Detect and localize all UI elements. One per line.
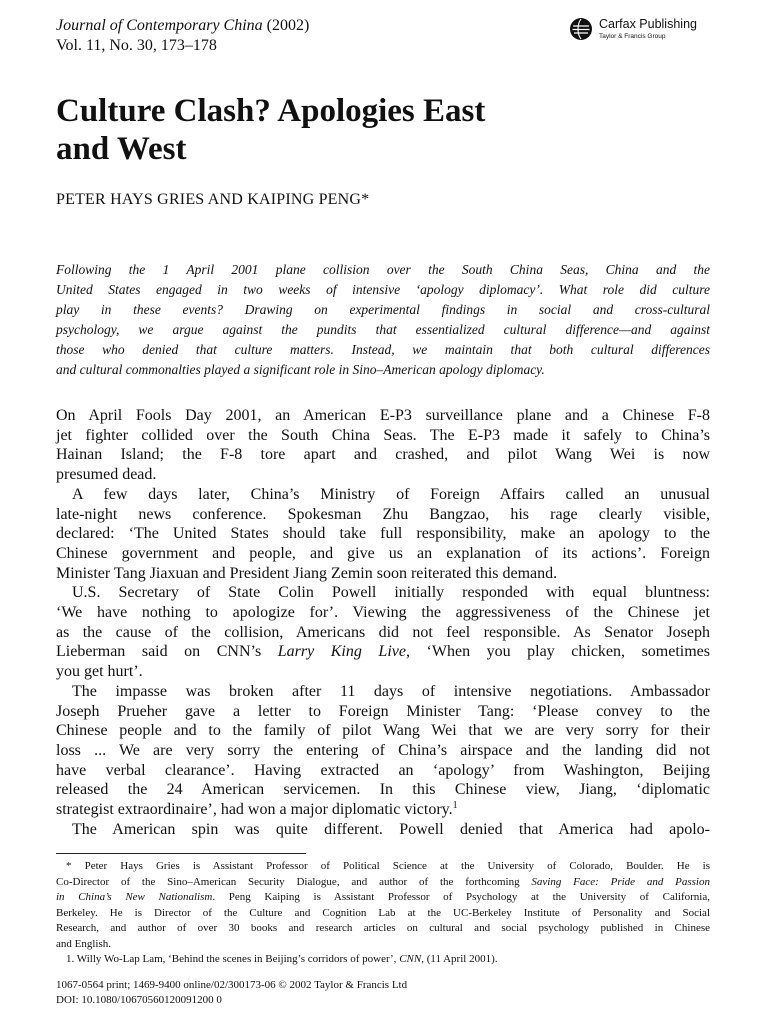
body-line: as the cause of the collision, Americans did not feel responsible. As Senator Joseph	[56, 623, 710, 641]
footnote-rule	[56, 853, 306, 854]
doi-line: DOI: 10.1080/10670560120091200 0	[56, 994, 222, 1006]
body-line: The impasse was broken after 11 days of intensive negotiations. Ambassador	[72, 682, 710, 700]
body-line: declared: ‘The United States should take full responsibility, make an apology to the	[56, 525, 710, 543]
footnote-line: * Peter Hays Gries is Assistant Professor of Political Science at the University of Colorado, Boulder. He is	[66, 860, 710, 872]
body-line: you get hurt’.	[56, 663, 143, 681]
body-segment: strategist extraordinaire’, had won a major diplomatic victory.	[56, 801, 453, 819]
book-title: in China’s New Nationalism	[56, 891, 213, 903]
footnote-line: and English.	[56, 937, 111, 950]
footnote-line: Research, and author of over 30 books and research articles on cultural and social psychology published in Chinese	[56, 922, 710, 934]
source-name: CNN	[399, 953, 422, 965]
abstract-line: United States engaged in two weeks of intensive ‘apology diplomacy’. What role did culture	[56, 282, 710, 297]
body-line: Minister Tang Jiaxuan and President Jiang Zemin soon reiterated this demand.	[56, 564, 558, 582]
body-line: loss ... We are very sorry the entering of China’s airspace and the landing did not	[56, 741, 710, 759]
title-line: Culture Clash? Apologies East	[56, 93, 486, 129]
footnote-segment: 1. Willy Wo-Lap Lam, ‘Behind the scenes in Beijing’s corridors of power’,	[66, 953, 397, 965]
footnotes	[56, 859, 710, 968]
body-line: Chinese government and people, and give us an explanation of its actions’. Foreign	[56, 544, 710, 562]
article-title	[56, 92, 710, 168]
body-line: Joseph Prueher gave a letter to Foreign Minister Tang: ‘Please convey to the	[56, 702, 710, 720]
footnote-line	[56, 890, 710, 906]
body-line	[56, 642, 710, 662]
body-line: On April Fools Day 2001, an American E-P3 surveillance plane and a Chinese F-8	[56, 407, 710, 424]
carfax-globe-icon	[569, 17, 593, 41]
body-segment: , ‘When you play chicken, sometimes	[405, 643, 711, 661]
show-title: Larry King Live	[277, 643, 406, 661]
abstract	[56, 260, 710, 380]
body-text	[56, 406, 710, 839]
abstract-line: and cultural commonalties played a significant role in Sino–American apology diplomacy.	[56, 362, 545, 377]
abstract-line: psychology, we argue against the pundits that essentialized cultural difference—and against	[56, 322, 710, 337]
abstract-line: Following the 1 April 2001 plane collision over the South China Seas, China and the	[56, 262, 710, 277]
volume-line: Vol. 11, No. 30, 173–178	[56, 37, 217, 54]
footnote-segment: . Peng Kaiping is Assistant Professor of Psychology at the University of California,	[212, 891, 710, 903]
body-line: The American spin was quite different. Powell denied that America had apolo-	[72, 820, 710, 838]
body-line: have verbal clearance’. Having extracted an ‘apology’ from Washington, Beijing	[56, 761, 710, 779]
body-line: Chinese people and to the family of pilot Wang Wei that we are very sorry for their	[56, 722, 710, 740]
footnote-line	[56, 875, 710, 891]
body-line: A few days later, China’s Ministry of Foreign Affairs called an unusual	[72, 485, 710, 503]
body-line	[56, 800, 710, 820]
publisher-group: Taylor & Francis Group	[599, 33, 666, 40]
publisher-logo	[569, 17, 714, 49]
body-line: presumed dead.	[56, 466, 157, 484]
imprint	[56, 978, 407, 1008]
body-line: jet fighter collided over the South China Seas. The E-P3 made it safely to China’s	[56, 426, 710, 444]
body-segment: Lieberman said on CNN’s	[56, 643, 262, 661]
book-title: Saving Face: Pride and Passion	[531, 875, 710, 888]
issn-line: 1067-0564 print; 1469-9400 online/02/300173-06 © 2002 Taylor & Francis Ltd	[56, 979, 408, 991]
body-line: late-night news conference. Spokesman Zhu Bangzao, his rage clearly visible,	[56, 505, 710, 523]
paper-page	[56, 0, 710, 1024]
footnote-segment: Co-Director of the Sino–American Security Dialogue, and author of the forthcoming	[56, 875, 520, 888]
body-line: Hainan Island; the F-8 tore apart and crashed, and pilot Wang Wei is now	[56, 446, 710, 464]
body-line: ‘We have nothing to apologize for’. Viewing the aggressiveness of the Chinese jet	[56, 604, 710, 622]
title-line: and West	[56, 131, 187, 167]
article-authors: PETER HAYS GRIES AND KAIPING PENG*	[56, 191, 370, 208]
footnote-line	[56, 952, 710, 968]
abstract-line: play in these events? Drawing on experimental findings in social and cross-cultural	[56, 302, 710, 317]
abstract-line: those who denied that culture matters. Instead, we maintain that both cultural differences	[56, 342, 710, 357]
footnote-line: Berkeley. He is Director of the Culture and Cognition Lab at the UC-Berkeley Institute of Personality and Social	[56, 906, 710, 919]
journal-header	[56, 16, 309, 56]
publisher-name: Carfax Publishing	[599, 17, 697, 31]
body-line: released the 24 American servicemen. In this Chinese view, Jiang, ‘diplomatic	[56, 781, 710, 799]
footnote-ref-1[interactable]: 1	[452, 800, 458, 812]
footnote-segment: , (11 April 2001).	[421, 953, 498, 965]
journal-name: Journal of Contemporary China	[56, 17, 263, 34]
body-line: U.S. Secretary of State Colin Powell initially responded with equal bluntness:	[72, 584, 710, 602]
journal-year: (2002)	[266, 17, 310, 34]
